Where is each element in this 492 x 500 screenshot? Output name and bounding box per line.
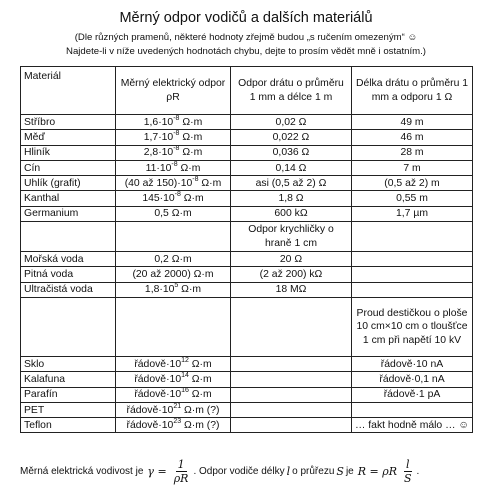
resistivity-cell	[116, 267, 231, 282]
resistance-cell: 1,8 Ω	[231, 191, 352, 206]
resistivity-mantissa: 0,2 Ω·m	[154, 253, 192, 265]
table-row	[21, 160, 473, 175]
table-row	[21, 282, 473, 297]
resistance-cell	[231, 418, 352, 433]
table-row	[21, 206, 473, 221]
length-cell: 46 m	[352, 130, 473, 145]
resistivity-unit: Ω·m	[198, 177, 222, 189]
resistivity-exponent: 16	[181, 387, 189, 395]
resistivity-unit: Ω·m (?)	[181, 404, 220, 416]
length-cell: řádově·10 nA	[352, 356, 473, 371]
table-header-row	[21, 67, 473, 115]
table-row	[21, 418, 473, 433]
resistivity-exponent: 21	[173, 402, 182, 410]
resistivity-exponent: -8	[192, 175, 199, 183]
material-cell: Sklo	[21, 356, 116, 371]
resistivity-cell	[116, 191, 231, 206]
table-row	[21, 356, 473, 371]
resistivity-unit: Ω·m	[179, 116, 203, 128]
material-cell: Uhlík (grafit)	[21, 176, 116, 191]
resistance-cell	[231, 402, 352, 417]
table-row	[21, 372, 473, 387]
material-cell: PET	[21, 402, 116, 417]
resistivity-cell	[116, 176, 231, 191]
error-report-note: Najdete-li v níže uvedených hodnotách chybu, dejte to prosím vědět mně i ostatním.)	[66, 46, 426, 57]
resistance-cell	[231, 372, 352, 387]
footer-text-is: je	[345, 466, 354, 477]
section-header-row	[21, 297, 473, 356]
resistivity-unit: Ω·m	[188, 358, 212, 370]
table-row	[21, 176, 473, 191]
empty-cell	[116, 297, 231, 356]
resistance-fraction	[402, 458, 414, 485]
resistivity-mantissa: řádově·10	[126, 404, 174, 416]
fraction-denominator: S	[403, 472, 412, 485]
table-row	[21, 145, 473, 160]
resistivity-mantissa: 1,7·10	[143, 131, 174, 143]
header-material: Materiál	[21, 67, 116, 115]
resistivity-cell	[116, 252, 231, 267]
resistivity-exponent: -8	[173, 145, 180, 153]
resistivity-cell	[116, 282, 231, 297]
header-wire-resistance: Odpor drátu o průměru 1 mm a délce 1 m	[231, 67, 352, 115]
conductivity-fraction	[172, 458, 191, 485]
resistivity-exponent: 12	[181, 356, 189, 364]
resistivity-mantissa: řádově·10	[134, 373, 182, 385]
length-cell: (0,5 až 2) m	[352, 176, 473, 191]
resistance-cell: 600 kΩ	[231, 206, 352, 221]
resistivity-unit: Ω·m	[179, 147, 203, 159]
resistivity-exponent: 23	[173, 417, 182, 425]
length-cell: 28 m	[352, 145, 473, 160]
resistivity-mantissa: řádově·10	[134, 389, 182, 401]
resistance-formula: R = ρR	[357, 465, 397, 478]
resistivity-mantissa: 145·10	[142, 193, 175, 205]
fraction-denominator: ρR	[173, 472, 189, 485]
length-cell	[352, 282, 473, 297]
page-title: Měrný odpor vodičů a dalších materiálů	[119, 10, 373, 26]
length-cell: 1,7 µm	[352, 206, 473, 221]
source-note: (Dle různých pramenů, některé hodnoty zřejmě budou „s ručením omezeným“ ☺	[74, 32, 418, 43]
footer-text-conductivity: Měrná elektrická vodivost je	[20, 466, 144, 477]
formula-footer	[20, 458, 419, 485]
area-symbol: S	[336, 465, 344, 478]
fraction-numerator: l	[405, 458, 410, 471]
resistivity-unit: Ω·m	[180, 193, 204, 205]
length-cell: 0,55 m	[352, 191, 473, 206]
material-cell: Parafín	[21, 387, 116, 402]
material-cell: Cín	[21, 160, 116, 175]
resistivity-mantissa: 1,6·10	[143, 116, 174, 128]
resistivity-mantissa: 2,8·10	[143, 147, 174, 159]
resistivity-unit: Ω·m	[177, 162, 201, 174]
resistivity-mantissa: (40 až 150)·10	[124, 177, 193, 189]
resistivity-unit: Ω·m (?)	[181, 419, 220, 431]
resistivity-exponent: -8	[171, 160, 178, 168]
resistance-cell	[231, 387, 352, 402]
resistance-cell: 18 MΩ	[231, 282, 352, 297]
material-cell: Germanium	[21, 206, 116, 221]
empty-cell	[116, 222, 231, 252]
header-resistivity: Měrný elektrický odpor ρR	[116, 67, 231, 115]
resistivity-mantissa: 11·10	[145, 162, 172, 174]
section-header-row	[21, 222, 473, 252]
resistivity-unit: Ω·m	[188, 373, 212, 385]
resistivity-mantissa: řádově·10	[134, 358, 182, 370]
length-cell: 7 m	[352, 160, 473, 175]
length-cell: řádově·0,1 nA	[352, 372, 473, 387]
resistance-cell: 0,02 Ω	[231, 115, 352, 130]
length-cell	[352, 402, 473, 417]
table-row	[21, 267, 473, 282]
resistivity-cell	[116, 418, 231, 433]
empty-cell	[231, 297, 352, 356]
resistivity-exponent: -8	[174, 191, 181, 199]
cube-resistance-header: Odpor krychličky o hraně 1 cm	[231, 222, 352, 252]
resistivity-cell	[116, 387, 231, 402]
length-cell: 49 m	[352, 115, 473, 130]
material-cell: Mořská voda	[21, 252, 116, 267]
material-cell: Kalafuna	[21, 372, 116, 387]
resistance-cell: (2 až 200) kΩ	[231, 267, 352, 282]
resistivity-mantissa: 1,8·10	[144, 284, 175, 296]
length-cell	[352, 252, 473, 267]
material-cell: Kanthal	[21, 191, 116, 206]
resistivity-cell	[116, 372, 231, 387]
resistivity-cell	[116, 130, 231, 145]
resistivity-unit: Ω·m	[178, 284, 202, 296]
resistance-cell: 0,14 Ω	[231, 160, 352, 175]
material-cell: Ultračistá voda	[21, 282, 116, 297]
resistivity-unit: Ω·m	[179, 131, 203, 143]
empty-cell	[21, 222, 116, 252]
table-row	[21, 115, 473, 130]
gamma-symbol: γ =	[147, 465, 167, 478]
resistivity-mantissa: 0,5 Ω·m	[154, 208, 192, 220]
resistivity-cell	[116, 356, 231, 371]
length-cell	[352, 267, 473, 282]
material-cell: Pitná voda	[21, 267, 116, 282]
resistance-cell: 0,036 Ω	[231, 145, 352, 160]
resistivity-cell	[116, 115, 231, 130]
table-row	[21, 191, 473, 206]
resistivity-cell	[116, 206, 231, 221]
footer-text-resistance: . Odpor vodiče délky	[193, 466, 285, 477]
resistivity-cell	[116, 145, 231, 160]
resistance-cell: 20 Ω	[231, 252, 352, 267]
material-cell: Hliník	[21, 145, 116, 160]
resistivity-mantissa: (20 až 2000) Ω·m	[132, 269, 214, 281]
resistivity-exponent: 14	[181, 371, 189, 379]
table-row	[21, 252, 473, 267]
footer-text-crosssection: o průřezu	[292, 466, 335, 477]
footer-end: .	[416, 466, 420, 477]
table-row	[21, 387, 473, 402]
empty-cell	[352, 222, 473, 252]
empty-cell	[21, 297, 116, 356]
resistivity-cell	[116, 402, 231, 417]
resistivity-unit: Ω·m	[188, 389, 212, 401]
material-cell: Teflon	[21, 418, 116, 433]
resistivity-cell	[116, 160, 231, 175]
length-cell: řádově·1 pA	[352, 387, 473, 402]
table-row	[21, 130, 473, 145]
resistivity-exponent: -8	[173, 114, 180, 122]
fraction-numerator: 1	[177, 458, 185, 471]
length-symbol: l	[286, 465, 291, 478]
resistivity-table	[20, 66, 473, 433]
length-cell: … fakt hodně málo … ☺	[352, 418, 473, 433]
header-wire-length: Délka drátu o průměru 1 mm a odporu 1 Ω	[352, 67, 473, 115]
resistivity-exponent: -8	[173, 129, 180, 137]
resistance-cell: 0,022 Ω	[231, 130, 352, 145]
resistivity-exponent: 5	[174, 282, 179, 290]
resistivity-mantissa: řádově·10	[126, 419, 174, 431]
plate-current-header: Proud destičkou o ploše 10 cm×10 cm o tloušťce 1 cm při napětí 10 kV	[352, 297, 473, 356]
resistance-cell: asi (0,5 až 2) Ω	[231, 176, 352, 191]
table-row	[21, 402, 473, 417]
material-cell: Měď	[21, 130, 116, 145]
material-cell: Stříbro	[21, 115, 116, 130]
resistance-cell	[231, 356, 352, 371]
